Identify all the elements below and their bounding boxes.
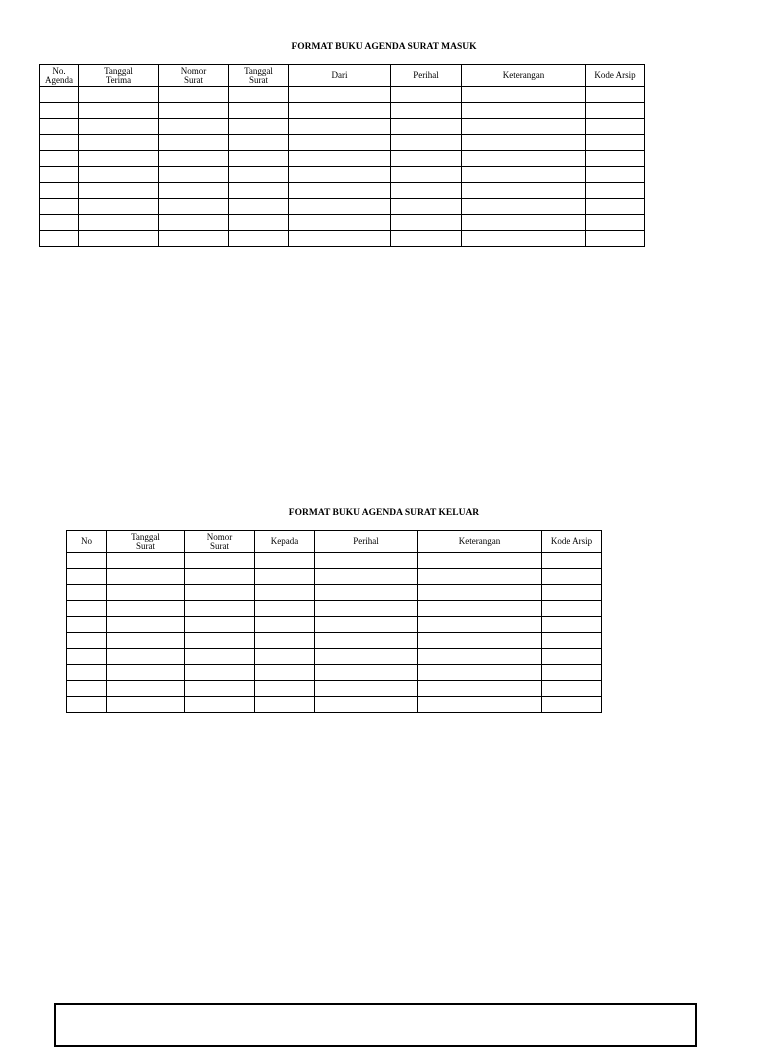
table-cell <box>418 697 542 713</box>
surat-masuk-table <box>39 64 645 247</box>
table-header-row <box>40 65 645 87</box>
table-cell <box>159 151 229 167</box>
table-row <box>40 87 645 103</box>
column-header <box>315 531 418 553</box>
table-cell <box>391 167 462 183</box>
table-cell <box>67 601 107 617</box>
table-cell <box>229 103 289 119</box>
table-cell <box>418 681 542 697</box>
table-row <box>67 681 602 697</box>
table-cell <box>40 87 79 103</box>
table-cell <box>185 665 255 681</box>
table-row <box>67 697 602 713</box>
table-cell <box>315 601 418 617</box>
column-header-label: Surat <box>136 540 155 551</box>
table-cell <box>391 231 462 247</box>
table-cell <box>462 183 586 199</box>
table-cell <box>586 87 645 103</box>
table-cell <box>315 665 418 681</box>
table-cell <box>79 87 159 103</box>
table-cell <box>542 585 602 601</box>
table-cell <box>79 231 159 247</box>
table-cell <box>289 231 391 247</box>
table-cell <box>255 553 315 569</box>
table-cell <box>229 183 289 199</box>
table-cell <box>67 585 107 601</box>
table-cell <box>391 151 462 167</box>
table-cell <box>462 167 586 183</box>
table-cell <box>315 569 418 585</box>
table-cell <box>418 585 542 601</box>
table-cell <box>107 585 185 601</box>
table-cell <box>40 151 79 167</box>
table-cell <box>159 199 229 215</box>
column-header <box>229 65 289 87</box>
column-header <box>586 65 645 87</box>
column-header-label: Nomor <box>206 531 233 542</box>
column-header-label: Kode Arsip <box>550 536 593 546</box>
table-cell <box>40 215 79 231</box>
table-cell <box>79 183 159 199</box>
table-cell <box>107 553 185 569</box>
column-header-label: Kode Arsip <box>594 70 636 80</box>
table-cell <box>67 617 107 633</box>
column-header-label: Keterangan <box>458 536 501 546</box>
table-cell <box>542 601 602 617</box>
table-cell <box>107 697 185 713</box>
table-cell <box>289 167 391 183</box>
column-header-label: Agenda <box>45 74 73 85</box>
table-cell <box>229 151 289 167</box>
table-cell <box>586 167 645 183</box>
table-cell <box>159 87 229 103</box>
table-cell <box>185 681 255 697</box>
table-cell <box>462 119 586 135</box>
column-header <box>418 531 542 553</box>
table-cell <box>67 665 107 681</box>
table-cell <box>315 617 418 633</box>
table-cell <box>229 199 289 215</box>
table-cell <box>67 553 107 569</box>
table-cell <box>255 601 315 617</box>
table-cell <box>159 183 229 199</box>
table-cell <box>315 553 418 569</box>
table-cell <box>586 119 645 135</box>
table-cell <box>542 697 602 713</box>
table-row <box>67 617 602 633</box>
table-cell <box>40 199 79 215</box>
table-row <box>40 151 645 167</box>
table-cell <box>79 199 159 215</box>
table-cell <box>315 697 418 713</box>
table-cell <box>255 617 315 633</box>
table-cell <box>289 119 391 135</box>
column-header <box>462 65 586 87</box>
column-header-label: Perihal <box>413 70 439 80</box>
table-cell <box>418 649 542 665</box>
table-cell <box>315 633 418 649</box>
table-row <box>40 119 645 135</box>
table-row <box>40 103 645 119</box>
table-cell <box>40 103 79 119</box>
masuk-title: FORMAT BUKU AGENDA SURAT MASUK <box>291 42 477 52</box>
table-cell <box>107 617 185 633</box>
table-cell <box>229 119 289 135</box>
column-header-label: Terima <box>105 74 132 85</box>
column-header-label: No. <box>52 65 66 76</box>
table-cell <box>542 553 602 569</box>
table-row <box>40 215 645 231</box>
table-cell <box>159 231 229 247</box>
table-cell <box>40 135 79 151</box>
table-cell <box>315 649 418 665</box>
table-cell <box>67 633 107 649</box>
table-cell <box>255 569 315 585</box>
table-cell <box>159 103 229 119</box>
table-cell <box>462 199 586 215</box>
column-header-label: Tanggal <box>131 531 160 542</box>
table-cell <box>67 649 107 665</box>
table-cell <box>185 585 255 601</box>
table-cell <box>67 697 107 713</box>
table-cell <box>159 167 229 183</box>
table-cell <box>391 103 462 119</box>
column-header-label: Tanggal <box>104 65 133 76</box>
table-cell <box>159 135 229 151</box>
table-row <box>67 649 602 665</box>
table-cell <box>418 617 542 633</box>
column-header-label: Nomor <box>180 65 207 76</box>
table-cell <box>315 681 418 697</box>
table-cell <box>159 215 229 231</box>
table-cell <box>418 569 542 585</box>
table-cell <box>67 569 107 585</box>
table-row <box>67 633 602 649</box>
table-row <box>67 665 602 681</box>
table-cell <box>391 199 462 215</box>
table-cell <box>229 87 289 103</box>
table-cell <box>462 151 586 167</box>
table-cell <box>255 585 315 601</box>
table-cell <box>391 119 462 135</box>
column-header <box>79 65 159 87</box>
table-cell <box>586 103 645 119</box>
table-cell <box>462 135 586 151</box>
column-header-label: Kepada <box>270 536 299 546</box>
table-row <box>67 601 602 617</box>
table-cell <box>79 103 159 119</box>
table-cell <box>418 633 542 649</box>
column-header <box>40 65 79 87</box>
table-cell <box>229 167 289 183</box>
table-cell <box>79 151 159 167</box>
table-cell <box>462 87 586 103</box>
table-cell <box>542 569 602 585</box>
table-row <box>40 167 645 183</box>
table-cell <box>542 649 602 665</box>
table-cell <box>107 681 185 697</box>
table-cell <box>185 601 255 617</box>
surat-keluar-table <box>66 530 602 713</box>
table-cell <box>391 87 462 103</box>
table-cell <box>391 135 462 151</box>
table-cell <box>185 697 255 713</box>
column-header <box>289 65 391 87</box>
table-cell <box>255 697 315 713</box>
column-header-label: Surat <box>184 74 203 85</box>
table-cell <box>542 633 602 649</box>
table-cell <box>79 119 159 135</box>
table-cell <box>586 135 645 151</box>
bottom-frame <box>54 1003 697 1047</box>
column-header <box>391 65 462 87</box>
column-header <box>159 65 229 87</box>
table-row <box>67 553 602 569</box>
table-cell <box>289 199 391 215</box>
table-cell <box>79 167 159 183</box>
column-header <box>67 531 107 553</box>
table-cell <box>418 601 542 617</box>
table-cell <box>391 183 462 199</box>
table-cell <box>185 569 255 585</box>
table-cell <box>289 87 391 103</box>
table-cell <box>79 135 159 151</box>
table-cell <box>79 215 159 231</box>
table-cell <box>255 649 315 665</box>
column-header <box>255 531 315 553</box>
table-cell <box>107 601 185 617</box>
keluar-title: FORMAT BUKU AGENDA SURAT KELUAR <box>288 508 480 518</box>
table-cell <box>289 215 391 231</box>
table-row <box>40 199 645 215</box>
table-cell <box>67 681 107 697</box>
column-header <box>185 531 255 553</box>
table-cell <box>462 215 586 231</box>
column-header <box>107 531 185 553</box>
table-row <box>67 569 602 585</box>
table-cell <box>542 681 602 697</box>
column-header-label: Keterangan <box>502 70 545 80</box>
table-cell <box>185 649 255 665</box>
table-cell <box>542 665 602 681</box>
table-cell <box>185 617 255 633</box>
table-cell <box>255 665 315 681</box>
table-cell <box>255 681 315 697</box>
table-cell <box>40 119 79 135</box>
table-cell <box>229 231 289 247</box>
table-cell <box>586 151 645 167</box>
table-cell <box>289 151 391 167</box>
table-cell <box>391 215 462 231</box>
table-cell <box>418 665 542 681</box>
table-cell <box>229 215 289 231</box>
table-row <box>67 585 602 601</box>
table-cell <box>40 183 79 199</box>
table-row <box>40 135 645 151</box>
table-cell <box>462 231 586 247</box>
table-cell <box>289 103 391 119</box>
table-cell <box>185 553 255 569</box>
table-cell <box>107 649 185 665</box>
table-row <box>40 183 645 199</box>
table-cell <box>255 633 315 649</box>
table-cell <box>40 231 79 247</box>
table-header-row <box>67 531 602 553</box>
table-cell <box>289 183 391 199</box>
table-cell <box>229 135 289 151</box>
table-cell <box>462 103 586 119</box>
table-cell <box>418 553 542 569</box>
table-cell <box>107 665 185 681</box>
table-cell <box>40 167 79 183</box>
column-header-label: Dari <box>331 70 348 80</box>
table-cell <box>586 215 645 231</box>
table-cell <box>586 199 645 215</box>
column-header <box>542 531 602 553</box>
column-header-label: Surat <box>249 74 268 85</box>
table-row <box>40 231 645 247</box>
column-header-label: Tanggal <box>244 65 273 76</box>
table-cell <box>107 633 185 649</box>
table-cell <box>159 119 229 135</box>
table-cell <box>289 135 391 151</box>
table-cell <box>586 183 645 199</box>
table-cell <box>107 569 185 585</box>
table-cell <box>542 617 602 633</box>
table-cell <box>315 585 418 601</box>
column-header-label: No <box>81 536 92 546</box>
table-cell <box>586 231 645 247</box>
table-cell <box>185 633 255 649</box>
column-header-label: Surat <box>210 540 229 551</box>
column-header-label: Perihal <box>353 536 379 546</box>
